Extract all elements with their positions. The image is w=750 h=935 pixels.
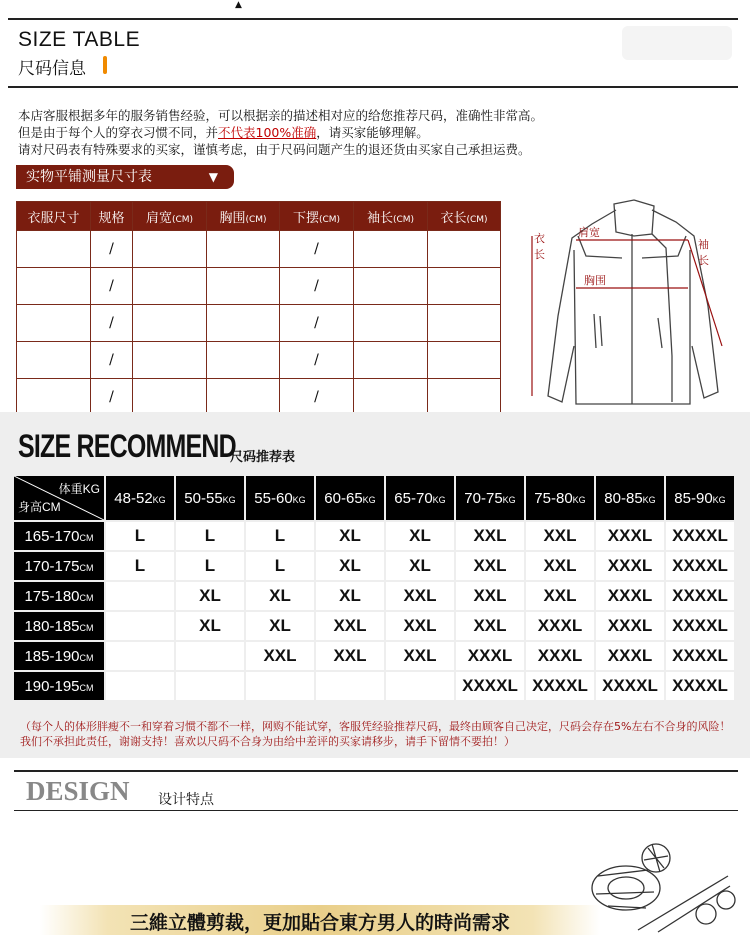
measurement-cell [17, 379, 91, 416]
jacket-sleeve-label-1: 袖 [698, 238, 709, 251]
measurement-cell: / [91, 342, 133, 379]
size-cell: XXXL [596, 642, 664, 670]
size-cell: L [176, 552, 244, 580]
size-cell: XXXL [596, 582, 664, 610]
size-cell: XXL [316, 612, 384, 640]
size-disclaimer: （每个人的体形胖瘦不一和穿着习惯不都不一样，网购不能试穿，客服凭经验推荐尺码，最终由顾客自己决定，尺码会存在5%左右不合身的风险！我们不承担此责任，谢谢支持！喜欢以尺码不合身为由给中差评的买家请移步，请手下留情不要拍！） [20, 720, 731, 748]
height-row-header: 190-195CM [14, 672, 104, 700]
design-subtitle: 设计特点 [158, 792, 214, 808]
weight-col-header: 50-55KG [176, 476, 244, 520]
size-cell: XL [316, 552, 384, 580]
size-cell: XXXXL [526, 672, 594, 700]
size-cell: XL [176, 612, 244, 640]
measurement-cell: / [91, 305, 133, 342]
height-row-header: 180-185CM [14, 612, 104, 640]
size-cell: XXXL [456, 642, 524, 670]
header-rule [8, 86, 738, 88]
measurement-cell: / [280, 305, 354, 342]
height-row-header: 175-180CM [14, 582, 104, 610]
measurement-cell [133, 305, 207, 342]
size-cell: XL [176, 582, 244, 610]
measurement-cell [354, 379, 428, 416]
top-arrow-icon: ▲ [235, 0, 242, 10]
height-row [14, 552, 734, 580]
measurement-cell [17, 268, 91, 305]
height-row [14, 642, 734, 670]
weight-col-header: 48-52KG [106, 476, 174, 520]
size-cell: XXXXL [666, 612, 734, 640]
measurement-cell [17, 231, 91, 268]
size-cell: XXXXL [666, 642, 734, 670]
measurement-cell: / [91, 231, 133, 268]
measurement-cell [17, 342, 91, 379]
size-cell: L [246, 522, 314, 550]
weight-col-header: 65-70KG [386, 476, 454, 520]
height-row-header: 170-175CM [14, 552, 104, 580]
measurement-row [17, 231, 501, 268]
size-cell: XL [316, 522, 384, 550]
size-cell [106, 672, 174, 700]
size-cell: XXL [456, 522, 524, 550]
measurement-cell [207, 305, 280, 342]
measurement-cell [428, 305, 501, 342]
intro-line-2-pre: 但是由于每个人的穿衣习惯不同，并 [18, 125, 219, 140]
measurement-table [16, 201, 501, 416]
measurement-cell [354, 342, 428, 379]
dropdown-triangle-icon: ▼ [208, 170, 218, 184]
measurement-cell [354, 305, 428, 342]
size-cell: XXXL [596, 552, 664, 580]
weight-col-header: 85-90KG [666, 476, 734, 520]
size-cell: XXXL [596, 612, 664, 640]
height-row-header: 185-190CM [14, 642, 104, 670]
jacket-sleeve-label-2: 长 [698, 254, 709, 267]
weight-header-row [14, 476, 734, 520]
header-cell: 规格 [91, 202, 133, 231]
size-cell: XXXL [596, 522, 664, 550]
height-row [14, 612, 734, 640]
corner-weight-label: 体重KG [58, 482, 100, 496]
title-accent-bar [103, 56, 107, 74]
jacket-shoulder-label: 肩宽 [578, 226, 600, 239]
design-top-rule [14, 770, 738, 772]
intro-line-1: 本店客服根据多年的服务销售经验，可以根据亲的描述相对应的给您推荐尺码，准确性非常高。 [18, 108, 544, 123]
measurement-cell [428, 379, 501, 416]
size-cell: XXXXL [666, 522, 734, 550]
size-cell: XXL [526, 522, 594, 550]
jacket-length-label-1: 衣 [534, 232, 545, 245]
size-cell [106, 612, 174, 640]
measurement-cell [207, 268, 280, 305]
size-cell: XXXL [526, 612, 594, 640]
size-cell: XL [316, 582, 384, 610]
header-cell: 肩宽(CM) [133, 202, 207, 231]
size-cell: XXL [526, 582, 594, 610]
height-row [14, 522, 734, 550]
intro-line-2-post: ，请买家能够理解。 [316, 125, 429, 140]
jacket-length-label-2: 长 [534, 248, 545, 261]
measurement-cell: / [91, 268, 133, 305]
jacket-diagram [522, 196, 734, 410]
size-cell [316, 672, 384, 700]
size-cell: XXL [456, 582, 524, 610]
measurement-cell: / [280, 268, 354, 305]
measurement-cell [428, 231, 501, 268]
header-cell: 胸围(CM) [207, 202, 280, 231]
weight-col-header: 70-75KG [456, 476, 524, 520]
measurement-cell: / [280, 379, 354, 416]
size-cell: XXXXL [666, 582, 734, 610]
measurement-cell [133, 379, 207, 416]
size-cell: XXXXL [456, 672, 524, 700]
measurement-cell [207, 231, 280, 268]
size-cell: XXL [456, 552, 524, 580]
corner-cell [14, 476, 104, 520]
measurement-cell [428, 342, 501, 379]
measure-tag-label: 实物平铺测量尺寸表 [26, 169, 152, 185]
design-banner [40, 905, 600, 935]
measurement-row [17, 268, 501, 305]
size-cell: XXXXL [666, 672, 734, 700]
size-cell: XXL [246, 642, 314, 670]
measurement-row [17, 379, 501, 416]
measurement-cell [207, 379, 280, 416]
tailor-tools-illustration [578, 836, 738, 934]
size-cell [106, 642, 174, 670]
header-cell: 衣服尺寸 [17, 202, 91, 231]
measurement-cell: / [91, 379, 133, 416]
weight-col-header: 60-65KG [316, 476, 384, 520]
height-row-header: 165-170CM [14, 522, 104, 550]
measurement-row [17, 342, 501, 379]
size-cell: XXL [526, 552, 594, 580]
jacket-chest-label: 胸围 [584, 274, 606, 287]
size-recommend-table [12, 474, 736, 702]
size-cell [176, 642, 244, 670]
size-recommend-subtitle: 尺码推荐表 [230, 450, 296, 465]
measurement-cell [17, 305, 91, 342]
size-cell: XL [386, 522, 454, 550]
measurement-cell [133, 342, 207, 379]
height-row [14, 672, 734, 700]
measurement-cell [207, 342, 280, 379]
size-cell: XL [386, 552, 454, 580]
size-cell [176, 672, 244, 700]
weight-col-header: 75-80KG [526, 476, 594, 520]
measurement-cell [354, 268, 428, 305]
size-cell: L [106, 522, 174, 550]
measure-tag [16, 165, 234, 189]
header-cell: 袖长(CM) [354, 202, 428, 231]
measurement-cell [428, 268, 501, 305]
measurement-cell [354, 231, 428, 268]
weight-col-header: 55-60KG [246, 476, 314, 520]
header-cell: 衣长(CM) [428, 202, 501, 231]
size-cell: L [106, 552, 174, 580]
weight-col-header: 80-85KG [596, 476, 664, 520]
size-cell: XXL [386, 582, 454, 610]
size-cell [246, 672, 314, 700]
design-bottom-rule [14, 810, 738, 811]
intro-highlight: 不代表100%准确 [218, 125, 317, 140]
size-cell: XXL [386, 642, 454, 670]
height-row [14, 582, 734, 610]
measurement-cell [133, 268, 207, 305]
size-cell: XXXXL [666, 552, 734, 580]
size-info-title: 尺码信息 [18, 59, 86, 79]
intro-line-2 [18, 124, 429, 141]
size-cell: L [246, 552, 314, 580]
intro-line-3: 请对尺码表有特殊要求的买家，谨慎考虑，由于尺码问题产生的退还货由买家自己承担运费。 [18, 142, 531, 157]
header-cell: 下摆(CM) [280, 202, 354, 231]
measurement-cell: / [280, 342, 354, 379]
size-cell: XL [246, 612, 314, 640]
size-cell: XXL [386, 612, 454, 640]
measurement-header-row [17, 202, 501, 231]
measurement-cell [133, 231, 207, 268]
measurement-row [17, 305, 501, 342]
design-title: DESIGN [26, 776, 130, 806]
size-recommend-title: SIZE RECOMMEND [18, 428, 236, 464]
blurred-logo [622, 26, 732, 60]
design-banner-text: 三維立體剪裁，更加貼合東方男人的時尚需求 [129, 912, 510, 934]
top-rule [8, 18, 738, 20]
size-cell: XXL [456, 612, 524, 640]
corner-height-label: 身高CM [18, 500, 61, 514]
size-cell [106, 582, 174, 610]
size-table-title: SIZE TABLE [18, 28, 141, 51]
size-cell: XXL [316, 642, 384, 670]
size-cell: L [176, 522, 244, 550]
size-cell: XL [246, 582, 314, 610]
size-cell [386, 672, 454, 700]
size-cell: XXXL [526, 642, 594, 670]
size-cell: XXXXL [596, 672, 664, 700]
measurement-cell: / [280, 231, 354, 268]
